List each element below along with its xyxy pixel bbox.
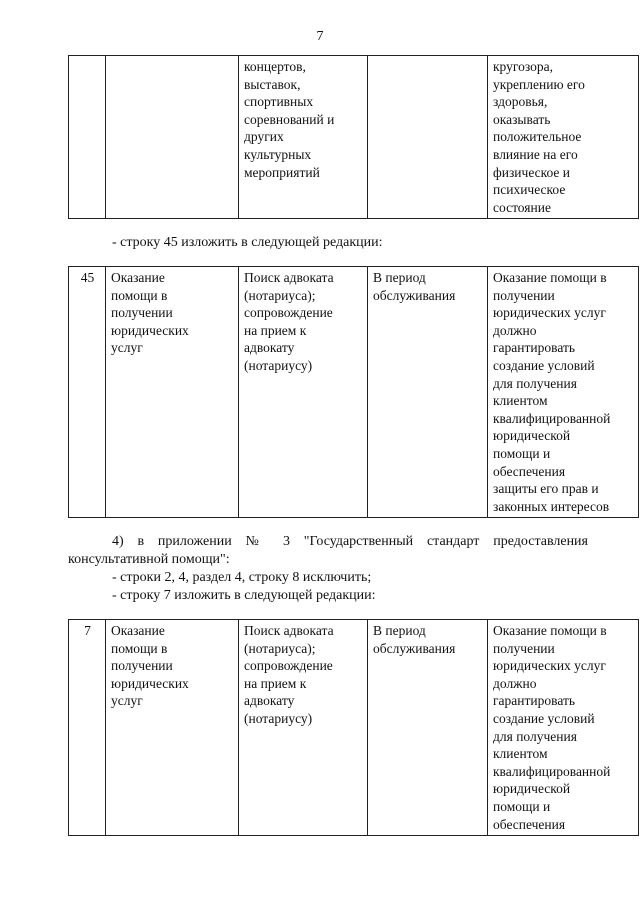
- table-row: [69, 56, 639, 219]
- service-period-cell: [368, 56, 488, 219]
- table-row: [69, 620, 639, 836]
- row-45-table: [68, 266, 639, 518]
- service-name-cell: Оказание помощи в получении юридических услуг: [106, 267, 239, 518]
- service-content-cell: концертов, выставок, спортивных соревнований и других культурных мероприятий: [239, 56, 368, 219]
- service-period-cell: В период обслуживания: [368, 620, 488, 836]
- instruction-row-7: - строку 7 изложить в следующей редакции:: [112, 588, 376, 603]
- page-number: 7: [316, 29, 324, 44]
- row-number-cell: 7: [69, 620, 106, 836]
- service-content-cell: Поиск адвоката (нотариуса); сопровождение на прием к адвокату (нотариусу): [239, 620, 368, 836]
- service-period-cell: В период обслуживания: [368, 267, 488, 518]
- continued-table: [68, 55, 639, 219]
- row-7-table: [68, 619, 639, 836]
- amendment-appendix-3: 4) в приложении № 3 "Государственный стандарт предоставления консультативной помощи":: [68, 534, 588, 567]
- service-content-cell: Поиск адвоката (нотариуса); сопровождение на прием к адвокату (нотариусу): [239, 267, 368, 518]
- row-number-cell: 45: [69, 267, 106, 518]
- service-name-cell: Оказание помощи в получении юридических услуг: [106, 620, 239, 836]
- service-result-cell: Оказание помощи в получении юридических услуг должно гарантировать создание условий для получения клиентом квалифицированной юридической помощи и обеспечения защиты его прав и законных интересов: [488, 267, 639, 518]
- service-result-cell: Оказание помощи в получении юридических услуг должно гарантировать создание условий для получения клиентом квалифицированной юридической помощи и обеспечения: [488, 620, 639, 836]
- service-result-cell: кругозора, укреплению его здоровья, оказывать положительное влияние на его физическое и психическое состояние: [488, 56, 639, 219]
- table-row: [69, 267, 639, 518]
- instruction-exclude-rows: - строки 2, 4, раздел 4, строку 8 исключить;: [112, 570, 372, 585]
- service-name-cell: [106, 56, 239, 219]
- row-number-cell: [69, 56, 106, 219]
- instruction-row-45: - строку 45 изложить в следующей редакции:: [112, 235, 383, 250]
